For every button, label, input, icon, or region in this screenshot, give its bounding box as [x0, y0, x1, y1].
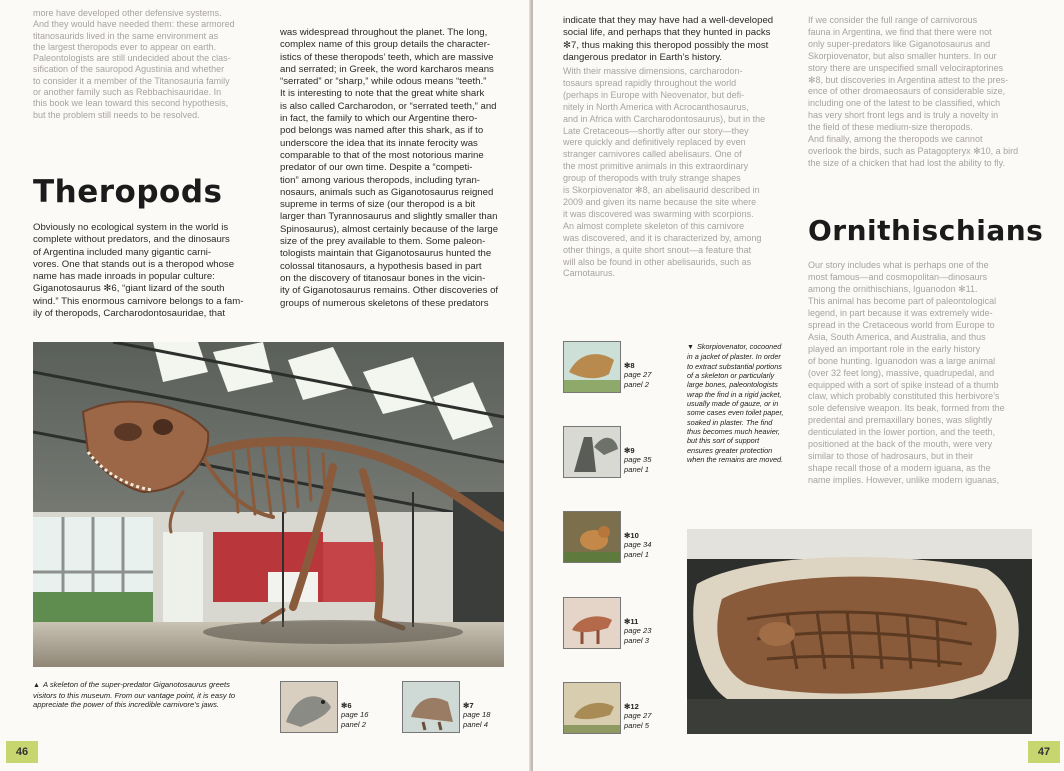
text-line: equipped with a sort of spike instead of a thumb	[808, 379, 999, 390]
ref-number: ✻10	[624, 531, 639, 540]
ref-page: page 16	[341, 710, 369, 720]
text-line: And they would have needed them: these armored	[33, 19, 235, 30]
text-line: nosaurs, animals such as Giganotosaurus reigned	[280, 186, 494, 198]
page-number-right: 47	[1028, 741, 1060, 763]
text-line: indicate that they may have had a well-developed	[563, 15, 774, 26]
text-line: legend, in part because it was extremely wide-	[808, 307, 993, 318]
ref-panel: panel 4	[463, 719, 488, 729]
text-line: tologists maintain that Giganotosaurus hunted the	[280, 248, 492, 260]
text-line: larger than Tyrannosaurus and slightly smaller than	[280, 211, 498, 223]
text-line: were quickly and definitively replaced by even	[563, 137, 746, 148]
text-line: was discovered, and it is characterized by, among	[563, 232, 762, 243]
panel-ref-9[interactable]	[563, 426, 683, 478]
text-line: complete without predators, and the dinosaurs	[33, 234, 230, 246]
text-line: overlook the birds, such as Patagopteryx ✻10, a bird	[808, 145, 1019, 156]
text-line: the field of these medium-size theropods.	[808, 122, 973, 133]
text-line: and serrated; in Greek, the word karcharos means	[280, 63, 494, 75]
abelisaurs-faded-text	[563, 66, 798, 280]
text-line: If we consider the full range of carnivorous	[808, 15, 978, 25]
panel-ref-12[interactable]	[563, 682, 683, 734]
text-line: Giganotosaurus ✻6, “giant lizard of the south	[33, 283, 225, 295]
ref-page: page 27	[624, 711, 652, 721]
text-line: titanosaurids lived in the same environment as	[33, 30, 219, 41]
text-line: Obviously no ecological system in the world is	[33, 222, 229, 233]
text-line: ity of Giganotosaurus remains. Other discoveries of	[280, 285, 499, 297]
text-line: among the ornithischians, Iguanodon ✻11.	[808, 283, 978, 294]
text-line: this book we lean toward this second hypothesis,	[33, 98, 229, 109]
skorpiovenator-plaster-photo	[687, 529, 1032, 734]
triangle-up-icon: ▲	[33, 682, 40, 689]
text-line: Our story includes what is perhaps one of the	[808, 260, 989, 270]
ref-panel: panel 1	[624, 464, 649, 474]
text-line: This animal has become part of paleontological	[808, 295, 997, 306]
text-line: including one of the latest to be classified, which	[808, 98, 1001, 109]
text-line: predental and premaxillary bones, was slightly	[808, 415, 993, 426]
heading-theropods: Theropods	[33, 174, 223, 210]
text-line: similar to those of hadrosaurs, but in their	[808, 451, 974, 462]
text-line: underscore the idea that its innate ferocity was	[280, 137, 478, 149]
text-line: is also called Carcharodon, or “serrated teeth,” and	[280, 100, 497, 112]
text-line: stranger carnivores called abelisaurs. One of	[563, 149, 742, 160]
theropods-column-2	[280, 27, 515, 310]
text-line: sole defensive weapon. Its beak, formed from the	[808, 403, 1005, 414]
text-line: comparable to that of the most notorious marine	[280, 149, 484, 161]
ref-panel: panel 1	[624, 549, 649, 559]
text-line: ✻8, but discoveries in Argentina attest to the pres-	[808, 74, 1009, 85]
text-line: the largest theropods ever to appear on earth.	[33, 41, 217, 52]
text-line: name implies. However, unlike modern iguanas,	[808, 475, 1000, 486]
text-line: Asia, South America, and Australia, and thus	[808, 331, 986, 342]
text-line: other things, a quite short snout—a feature that	[563, 244, 752, 255]
text-line: group of theropods with truly strange shapes	[563, 173, 741, 184]
text-line: Paleontologists are still undecided about the clas-	[33, 53, 231, 64]
skorpiovenator-caption	[687, 342, 787, 464]
panel-ref-label	[624, 702, 651, 730]
panel-thumbnail	[563, 597, 621, 649]
caption-text: Skorpiovenator, cocooned in a jacket of plaster. In order to extract substantial portions of a skeleton or particularly large bones, paleontologists wrap the find in a rigid jacket, usually made of gauze, or in some cases even toilet paper, soaked in plaster. The find thus becomes much heavier, but this sort of support ensures greater protection when the remains are moved.	[687, 342, 784, 465]
ornithischians-faded-text	[808, 260, 1046, 487]
text-line: will also be found in other abelisaurids, such as	[563, 256, 752, 267]
text-line: tion” among various theropods, including tyran-	[280, 174, 480, 186]
text-line: was widespread throughout the planet. The long,	[280, 27, 488, 38]
text-line: or another family such as Rebbachisauridae. In	[33, 87, 222, 98]
right-page	[533, 0, 1064, 771]
text-line: shape recall those of a modern iguana, as the	[808, 463, 991, 474]
ref-panel: panel 5	[624, 720, 649, 730]
giganotosaurus-museum-photo	[33, 342, 504, 667]
text-line: of bone hunting. Iguanodon was a large animal	[808, 355, 996, 366]
text-line: It is interesting to note that the great white shark	[280, 88, 485, 100]
ref-number: ✻12	[624, 702, 639, 711]
text-line: “serrated” or “sharp,” while odous means “teeth.”	[280, 76, 487, 88]
text-line: spread in the Cretaceous world from Europe to	[808, 319, 995, 330]
text-line: groups of numerous skeletons of these predators	[280, 297, 489, 309]
text-line: pod belongs was named after this shark, as if to	[280, 125, 484, 137]
ref-number: ✻9	[624, 446, 635, 455]
panel-ref-6[interactable]	[280, 681, 400, 733]
page-number-left: 46	[6, 741, 38, 763]
intro-faded-text	[33, 8, 268, 121]
ref-number: ✻7	[463, 701, 474, 710]
ref-panel: panel 3	[624, 635, 649, 645]
text-line: dangerous predator in Earth’s history.	[563, 51, 723, 63]
panel-ref-10[interactable]	[563, 511, 683, 563]
ref-page: page 18	[463, 710, 491, 720]
heading-ornithischians: Ornithischians	[808, 214, 1044, 247]
text-line: to consider it a member of the Titanosauria family	[33, 75, 230, 86]
text-line: ence of other dromaeosaurs of considerable size,	[808, 86, 1006, 97]
panel-ref-7[interactable]	[402, 681, 522, 733]
panel-thumbnail	[280, 681, 338, 733]
panel-ref-label	[624, 361, 651, 389]
text-line: size of the prey available to them. Some paleon-	[280, 236, 486, 248]
text-line: positioned at the back of the mouth, were very	[808, 439, 993, 450]
ref-page: page 23	[624, 626, 652, 636]
text-line: An almost complete skeleton of this carnivore	[563, 220, 745, 231]
text-line: nitely in North America with Acrocanthosaurus,	[563, 101, 749, 112]
ref-page: page 27	[624, 370, 652, 380]
ref-number: ✻6	[341, 701, 352, 710]
text-line: claw, which probably constituted this herbivore’s	[808, 391, 1000, 402]
triangle-down-icon: ▼	[687, 344, 694, 351]
text-line: the size of a chicken that had lost the ability to fly.	[808, 157, 1005, 168]
panel-thumbnail	[563, 341, 621, 393]
theropods-column-1	[33, 222, 273, 320]
panel-ref-8[interactable]	[563, 341, 683, 393]
ref-page: page 35	[624, 455, 652, 465]
text-line: Skorpiovenator, but also smaller hunters. In our	[808, 50, 997, 61]
text-line: of Argentina included many gigantic carni-	[33, 246, 212, 258]
text-line: ✻7, thus making this theropod possibly the most	[563, 39, 769, 51]
theropods-continued-column	[563, 15, 798, 64]
text-line: (perhaps in Europe with Neovenator, but defi-	[563, 89, 745, 100]
text-line: it was discovered was swarming with scorpions.	[563, 208, 754, 219]
text-line: wind.” This enormous carnivore belongs to a fam-	[33, 295, 244, 307]
text-line: and in Africa with Carcharodontosaurus), but in the	[563, 113, 766, 124]
text-line: ily of theropods, Carcharodontosauridae, that	[33, 308, 225, 320]
text-line: name has made inroads in popular culture:	[33, 271, 215, 283]
text-line: tosaurs spread rapidly throughout the world	[563, 77, 737, 88]
text-line: Spinosaurus), almost certainly because of the large	[280, 223, 499, 235]
panel-ref-label	[341, 701, 368, 729]
text-line: Carnotaurus.	[563, 268, 616, 279]
panel-thumbnail	[563, 426, 621, 478]
text-line: 2009 and given its name because the site where	[563, 196, 757, 207]
panel-thumbnail	[563, 511, 621, 563]
text-line: Late Cretaceous—shortly after our story—they	[563, 125, 749, 136]
panel-ref-label	[463, 701, 490, 729]
text-line: played an important role in the early history	[808, 343, 981, 354]
text-line: denticulated in the lower portion, and the teeth,	[808, 427, 996, 438]
text-line: is Skorpiovenator ✻8, an abelisaurid described in	[563, 185, 760, 196]
text-line: but the problem still needs to be resolved.	[33, 109, 200, 120]
text-line: only super-predators like Giganotosaurus and	[808, 38, 991, 49]
small-hunters-faded-text	[808, 15, 1043, 170]
museum-photo-caption	[33, 680, 248, 710]
panel-thumbnail	[402, 681, 460, 733]
text-line: in fact, the family to which our Argentine thero-	[280, 113, 478, 125]
text-line: colossal titanosaurs, a hypothesis based in part	[280, 260, 482, 272]
ref-panel: panel 2	[341, 719, 366, 729]
text-line: istics of these theropods’ teeth, which are massive	[280, 51, 494, 63]
text-line: With their massive dimensions, carcharodon-	[563, 66, 743, 76]
text-line: (over 32 feet long), massive, quadrupedal, and	[808, 367, 995, 378]
text-line: complex name of this group details the character-	[280, 39, 491, 51]
text-line: has very short front legs and is truly a novelty in	[808, 110, 999, 121]
ref-page: page 34	[624, 540, 652, 550]
panel-ref-11[interactable]	[563, 597, 683, 649]
text-line: on the discovery of titanosaur bones in the vicin-	[280, 272, 486, 284]
panel-ref-label	[624, 446, 651, 474]
text-line: predator of our own time. Despite a “competi-	[280, 162, 473, 174]
text-line: most famous—and cosmopolitan—dinosaurs	[808, 271, 988, 282]
ref-number: ✻8	[624, 361, 635, 370]
left-page	[0, 0, 531, 771]
text-line: story there are unspecified small velociraptorines	[808, 62, 1004, 73]
panel-ref-label	[624, 531, 651, 559]
text-line: more have developed other defensive systems.	[33, 8, 222, 18]
text-line: supreme in terms of size (our theropod is a bit	[280, 199, 476, 211]
panel-thumbnail	[563, 682, 621, 734]
text-line: And finally, among the theropods we cannot	[808, 134, 983, 145]
ref-panel: panel 2	[624, 379, 649, 389]
text-line: sification of the sauropod Agustinia and whether	[33, 64, 225, 75]
ref-number: ✻11	[624, 617, 639, 626]
caption-text: A skeleton of the super-predator Giganotosaurus greets visitors to this museum. From our vantage point, it is easy to appreciate the power of this incredible carnivore’s jaws.	[33, 680, 236, 710]
panel-ref-label	[624, 617, 651, 645]
text-line: social life, and perhaps that they hunted in packs	[563, 27, 771, 39]
text-line: vores. One that stands out is a theropod whose	[33, 258, 235, 270]
text-line: fauna in Argentina, we find that there were not	[808, 26, 992, 37]
text-line: the most primitive animals in this extraordinary	[563, 161, 749, 172]
